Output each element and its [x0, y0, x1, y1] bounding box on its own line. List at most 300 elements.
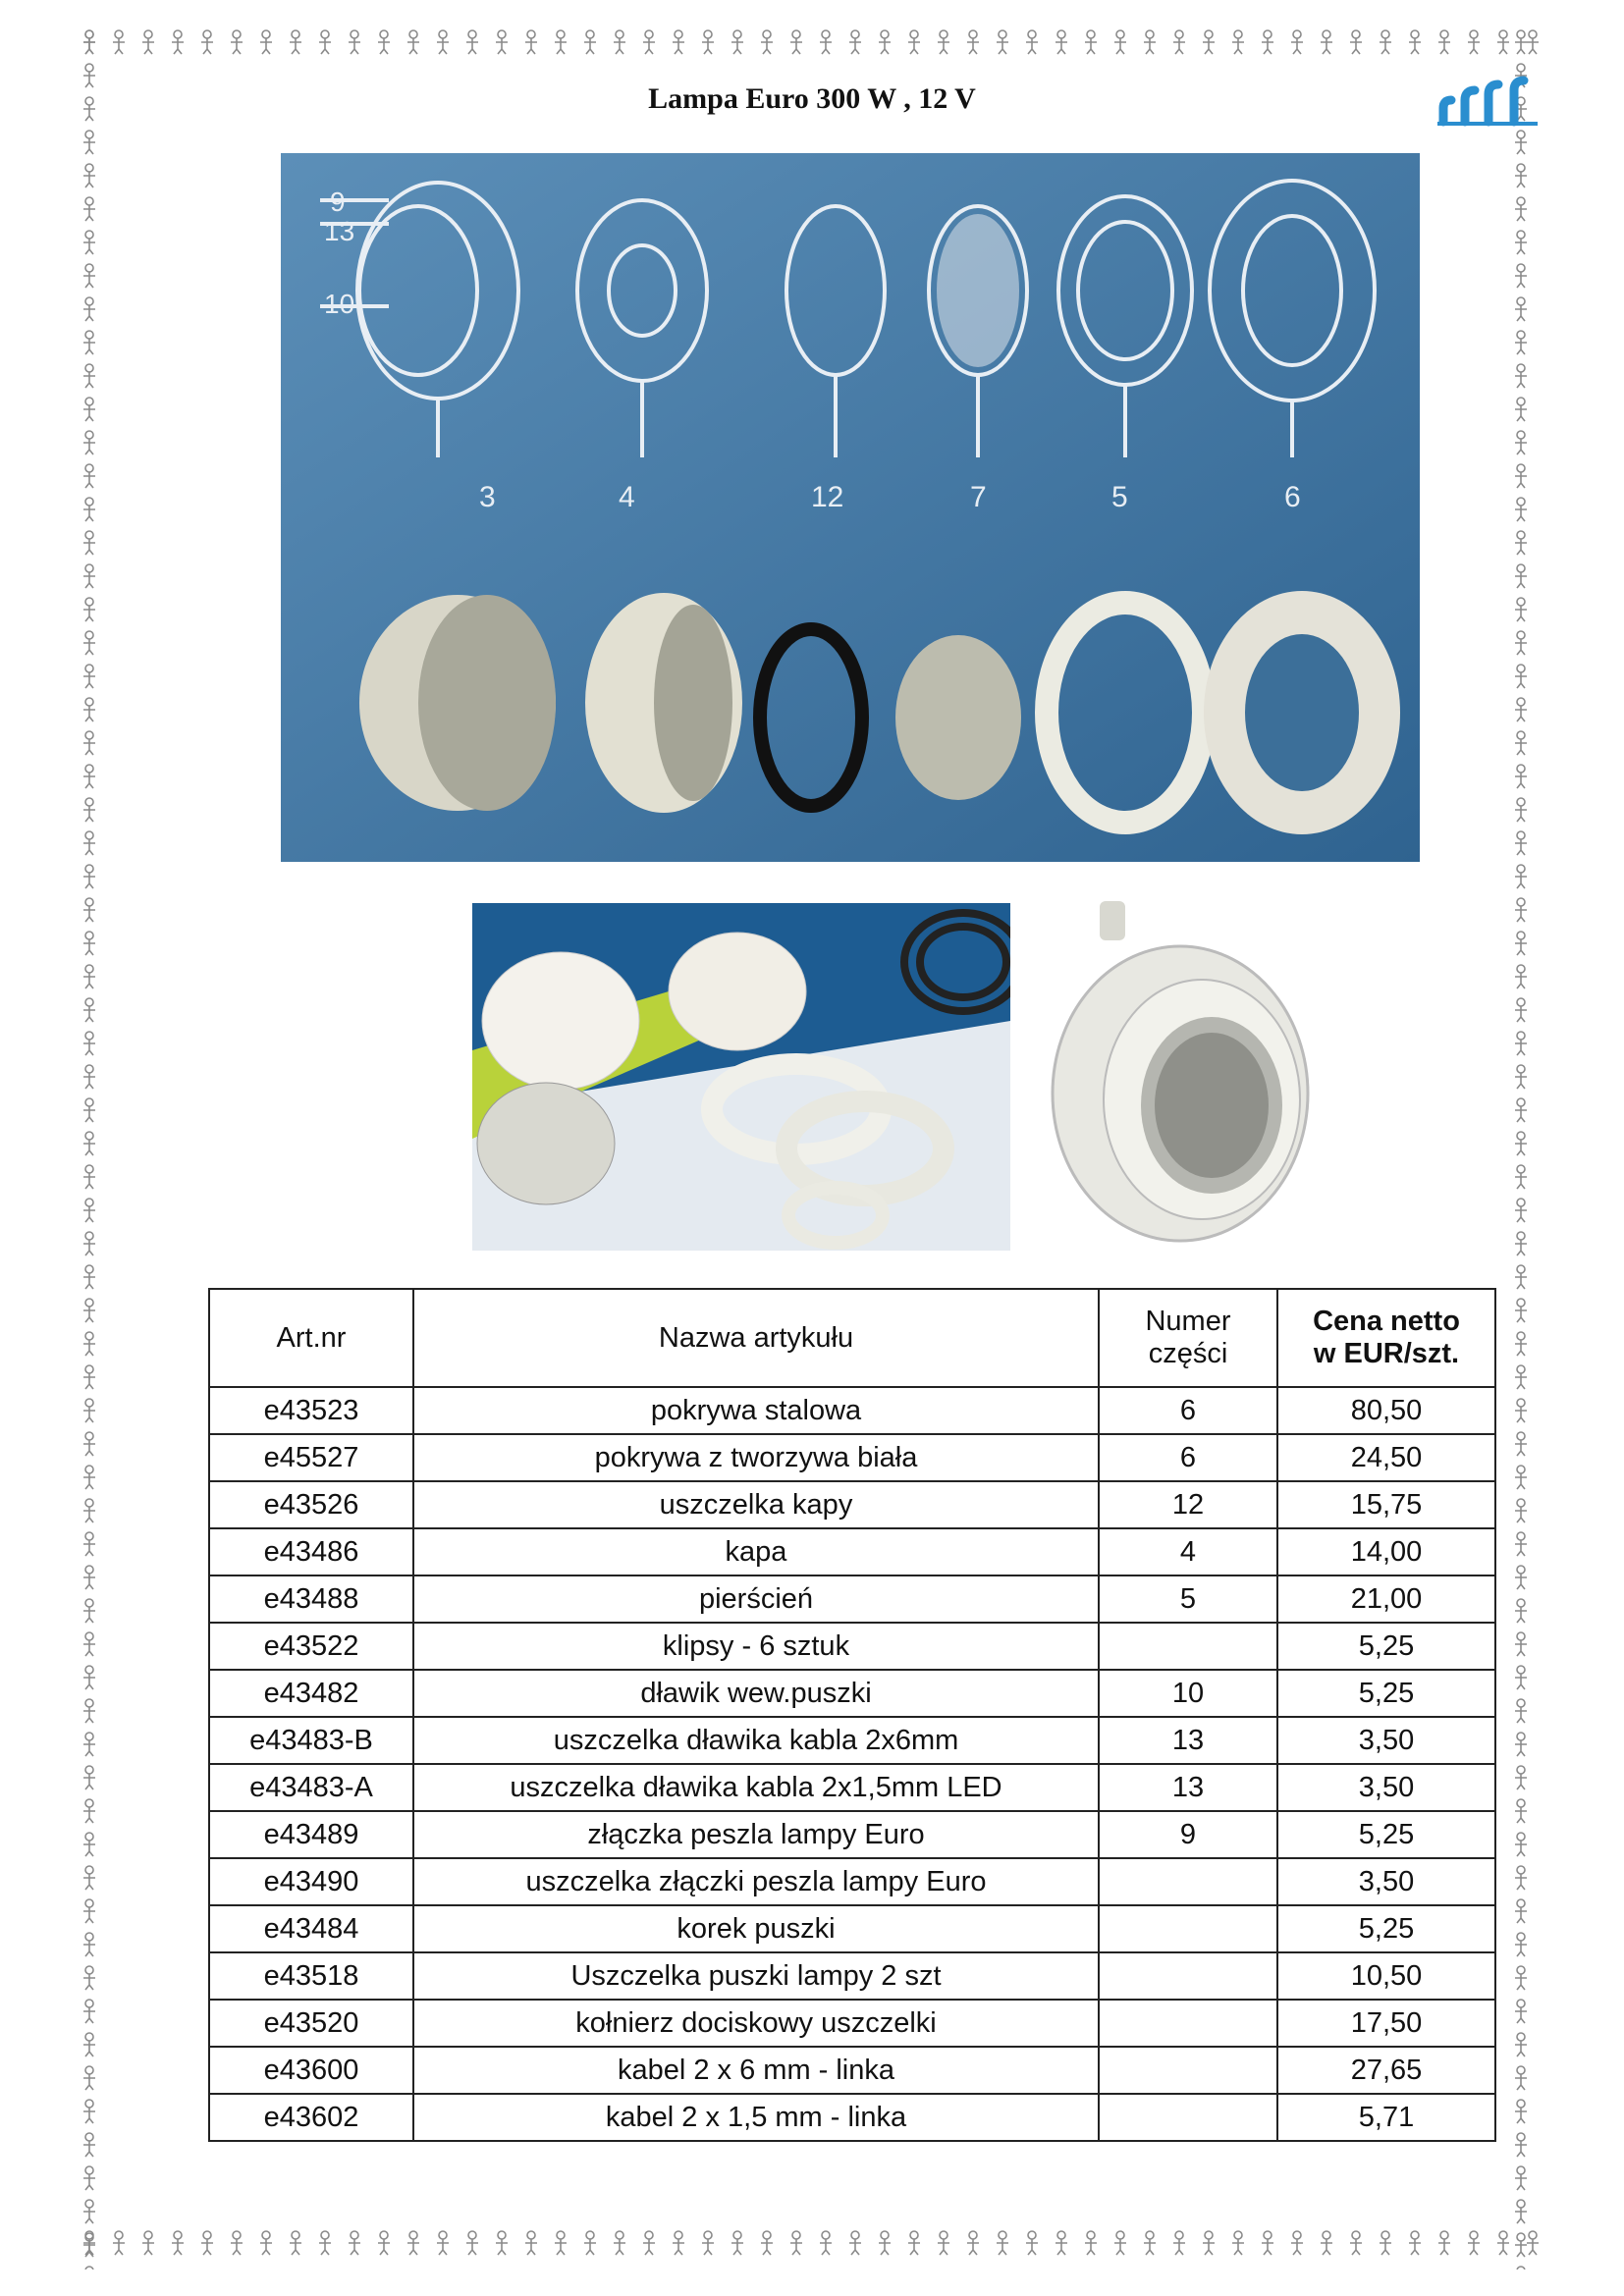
border-ornament-icon — [1508, 2197, 1534, 2226]
cell-num — [1099, 1952, 1277, 2000]
border-ornament-icon — [77, 762, 102, 791]
border-ornament-icon — [1508, 1129, 1534, 1158]
border-ornament-icon — [489, 2228, 514, 2258]
border-ornament-icon — [1508, 695, 1534, 724]
assembled-lamp-photo — [1023, 897, 1314, 1251]
diagram-label-7: 7 — [970, 481, 987, 513]
table-row — [209, 1764, 1495, 1811]
border-ornament-icon — [1508, 461, 1534, 491]
table-row — [209, 1481, 1495, 1528]
cell-num — [1099, 2000, 1277, 2047]
border-ornament-icon — [1108, 27, 1133, 57]
table-row — [209, 1575, 1495, 1623]
cell-price: 5,25 — [1277, 1623, 1495, 1670]
cell-num: 5 — [1099, 1575, 1277, 1623]
border-ornament-icon — [1284, 27, 1310, 57]
border-bottom — [77, 2228, 1549, 2269]
table-row — [209, 1811, 1495, 1858]
cell-num: 10 — [1099, 1670, 1277, 1717]
border-ornament-icon — [77, 161, 102, 190]
cell-price: 5,25 — [1277, 1905, 1495, 1952]
diagram-label-3: 3 — [479, 481, 496, 513]
border-ornament-icon — [1508, 2030, 1534, 2059]
border-ornament-icon — [77, 962, 102, 991]
border-ornament-icon — [194, 27, 220, 57]
cell-name: kabel 2 x 6 mm - linka — [413, 2047, 1099, 2094]
border-ornament-icon — [1508, 1896, 1534, 1926]
table-row — [209, 1858, 1495, 1905]
border-ornament-icon — [312, 2228, 338, 2258]
border-ornament-icon — [1196, 27, 1221, 57]
border-ornament-icon — [990, 2228, 1015, 2258]
border-ornament-icon — [1314, 2228, 1339, 2258]
cell-art: e43526 — [209, 1481, 413, 1528]
border-ornament-icon — [577, 2228, 603, 2258]
border-ornament-icon — [77, 1496, 102, 1525]
border-ornament-icon — [77, 2097, 102, 2126]
border-ornament-icon — [1019, 2228, 1045, 2258]
table-row — [209, 1905, 1495, 1952]
border-ornament-icon — [1508, 2097, 1534, 2126]
border-ornament-icon — [77, 194, 102, 224]
diagram-label-12: 12 — [811, 481, 844, 513]
border-ornament-icon — [1508, 2130, 1534, 2160]
border-ornament-icon — [784, 27, 809, 57]
border-ornament-icon — [77, 995, 102, 1025]
border-ornament-icon — [1508, 261, 1534, 291]
border-ornament-icon — [312, 27, 338, 57]
border-ornament-icon — [1508, 1329, 1534, 1359]
border-ornament-icon — [283, 2228, 308, 2258]
border-ornament-icon — [77, 1162, 102, 1192]
border-ornament-icon — [77, 2264, 102, 2269]
border-ornament-icon — [1019, 27, 1045, 57]
border-ornament-icon — [224, 2228, 249, 2258]
cell-price: 3,50 — [1277, 1858, 1495, 1905]
border-ornament-icon — [77, 294, 102, 324]
border-ornament-icon — [1508, 1930, 1534, 1959]
border-ornament-icon — [1508, 595, 1534, 624]
border-ornament-icon — [77, 1362, 102, 1392]
cell-price: 27,65 — [1277, 2047, 1495, 2094]
border-ornament-icon — [77, 1596, 102, 1626]
border-ornament-icon — [1314, 27, 1339, 57]
header-art-nr: Art.nr — [209, 1289, 413, 1387]
border-ornament-icon — [77, 628, 102, 658]
border-ornament-icon — [1508, 1262, 1534, 1292]
cell-price: 80,50 — [1277, 1387, 1495, 1434]
border-ornament-icon — [695, 2228, 721, 2258]
border-ornament-icon — [283, 27, 308, 57]
border-ornament-icon — [1508, 895, 1534, 925]
border-ornament-icon — [1432, 27, 1457, 57]
cell-art: e43490 — [209, 1858, 413, 1905]
border-ornament-icon — [754, 27, 780, 57]
cell-num: 12 — [1099, 1481, 1277, 1528]
border-ornament-icon — [1508, 1763, 1534, 1792]
cell-num — [1099, 1905, 1277, 1952]
border-ornament-icon — [518, 27, 544, 57]
border-ornament-icon — [1508, 228, 1534, 257]
border-ornament-icon — [77, 1563, 102, 1592]
border-ornament-icon — [430, 2228, 456, 2258]
border-ornament-icon — [489, 27, 514, 57]
border-ornament-icon — [77, 27, 102, 57]
table-row — [209, 1623, 1495, 1670]
cell-art: e43520 — [209, 2000, 413, 2047]
diagram-label-13: 13 — [324, 216, 355, 246]
table-row — [209, 2094, 1495, 2141]
border-ornament-icon — [77, 2197, 102, 2226]
border-ornament-icon — [77, 1763, 102, 1792]
cell-num: 9 — [1099, 1811, 1277, 1858]
border-ornament-icon — [931, 27, 956, 57]
border-ornament-icon — [1508, 1029, 1534, 1058]
border-ornament-icon — [1432, 2228, 1457, 2258]
border-ornament-icon — [77, 1296, 102, 1325]
table-header-row — [209, 1289, 1495, 1387]
cell-num: 4 — [1099, 1528, 1277, 1575]
parts-kit-photo — [472, 903, 1010, 1251]
border-ornament-icon — [784, 2228, 809, 2258]
border-ornament-icon — [77, 1863, 102, 1893]
border-ornament-icon — [1508, 762, 1534, 791]
border-ornament-icon — [1225, 2228, 1251, 2258]
cell-name: pokrywa z tworzywa biała — [413, 1434, 1099, 1481]
border-ornament-icon — [990, 27, 1015, 57]
cell-art: e45527 — [209, 1434, 413, 1481]
border-ornament-icon — [371, 2228, 397, 2258]
border-ornament-icon — [77, 1429, 102, 1459]
border-ornament-icon — [1255, 2228, 1280, 2258]
header-net-price-line2: w EUR/szt. — [1313, 1338, 1460, 1369]
border-ornament-icon — [1508, 2230, 1534, 2260]
border-ornament-icon — [1508, 962, 1534, 991]
border-ornament-icon — [1508, 1863, 1534, 1893]
border-ornament-icon — [518, 2228, 544, 2258]
border-ornament-icon — [1049, 27, 1074, 57]
border-right — [1508, 27, 1549, 2269]
border-ornament-icon — [577, 27, 603, 57]
border-ornament-icon — [1508, 628, 1534, 658]
cell-num — [1099, 1623, 1277, 1670]
cell-price: 21,00 — [1277, 1575, 1495, 1623]
border-ornament-icon — [77, 1963, 102, 1993]
border-ornament-icon — [1508, 1296, 1534, 1325]
cell-num: 6 — [1099, 1434, 1277, 1481]
cell-price: 10,50 — [1277, 1952, 1495, 2000]
border-ornament-icon — [401, 27, 426, 57]
border-ornament-icon — [1508, 128, 1534, 157]
border-ornament-icon — [666, 2228, 691, 2258]
cell-art: e43600 — [209, 2047, 413, 2094]
diagram-label-4: 4 — [619, 481, 635, 513]
border-ornament-icon — [1461, 2228, 1487, 2258]
border-ornament-icon — [548, 27, 573, 57]
border-ornament-icon — [1508, 929, 1534, 958]
border-ornament-icon — [1108, 2228, 1133, 2258]
border-ornament-icon — [725, 2228, 750, 2258]
border-ornament-icon — [430, 27, 456, 57]
cell-num: 13 — [1099, 1764, 1277, 1811]
cell-art: e43483-A — [209, 1764, 413, 1811]
border-ornament-icon — [77, 828, 102, 858]
border-ornament-icon — [165, 27, 190, 57]
border-ornament-icon — [695, 27, 721, 57]
border-ornament-icon — [607, 27, 632, 57]
diagram-label-6: 6 — [1284, 481, 1301, 513]
cell-name: Uszczelka puszki lampy 2 szt — [413, 1952, 1099, 2000]
cell-price: 24,50 — [1277, 1434, 1495, 1481]
cell-art: e43518 — [209, 1952, 413, 2000]
border-ornament-icon — [77, 1229, 102, 1258]
border-ornament-icon — [1508, 2264, 1534, 2269]
border-ornament-icon — [1508, 1529, 1534, 1559]
border-ornament-icon — [1508, 1362, 1534, 1392]
cell-name: kapa — [413, 1528, 1099, 1575]
cell-art: e43482 — [209, 1670, 413, 1717]
parts-price-table — [208, 1288, 1496, 2142]
border-ornament-icon — [842, 27, 868, 57]
company-logo — [1434, 71, 1542, 130]
border-ornament-icon — [1373, 2228, 1398, 2258]
border-ornament-icon — [401, 2228, 426, 2258]
border-ornament-icon — [1508, 1095, 1534, 1125]
border-ornament-icon — [1508, 1963, 1534, 1993]
border-ornament-icon — [1508, 2063, 1534, 2093]
exploded-view-photo — [281, 153, 1420, 862]
border-ornament-icon — [1508, 561, 1534, 591]
border-ornament-icon — [636, 27, 662, 57]
border-ornament-icon — [77, 929, 102, 958]
cell-art: e43483-B — [209, 1717, 413, 1764]
cell-art: e43523 — [209, 1387, 413, 1434]
table-row — [209, 1670, 1495, 1717]
diagram-label-9: 9 — [330, 187, 346, 217]
border-ornament-icon — [1166, 27, 1192, 57]
border-ornament-icon — [1508, 161, 1534, 190]
cell-art: e43486 — [209, 1528, 413, 1575]
border-ornament-icon — [1137, 2228, 1163, 2258]
border-ornament-icon — [77, 1730, 102, 1759]
border-ornament-icon — [1508, 862, 1534, 891]
border-ornament-icon — [77, 1629, 102, 1659]
border-ornament-icon — [77, 1129, 102, 1158]
border-ornament-icon — [165, 2228, 190, 2258]
cell-num — [1099, 2094, 1277, 2141]
cell-num: 6 — [1099, 1387, 1277, 1434]
border-ornament-icon — [77, 2163, 102, 2193]
header-part-number-line2: części — [1148, 1338, 1228, 1369]
border-ornament-icon — [77, 428, 102, 457]
border-ornament-icon — [1508, 1830, 1534, 1859]
border-ornament-icon — [77, 395, 102, 424]
border-ornament-icon — [548, 2228, 573, 2258]
cell-price: 3,50 — [1277, 1717, 1495, 1764]
border-ornament-icon — [1508, 1663, 1534, 1692]
border-ornament-icon — [1166, 2228, 1192, 2258]
border-ornament-icon — [1508, 1596, 1534, 1626]
border-ornament-icon — [1137, 27, 1163, 57]
border-ornament-icon — [1508, 1696, 1534, 1726]
border-ornament-icon — [1508, 1629, 1534, 1659]
header-article-name: Nazwa artykułu — [413, 1289, 1099, 1387]
cell-price: 15,75 — [1277, 1481, 1495, 1528]
border-ornament-icon — [1508, 662, 1534, 691]
border-ornament-icon — [460, 27, 485, 57]
border-ornament-icon — [135, 27, 161, 57]
header-net-price-line1: Cena netto — [1313, 1306, 1460, 1337]
border-ornament-icon — [1508, 728, 1534, 758]
border-ornament-icon — [960, 27, 986, 57]
border-ornament-icon — [754, 2228, 780, 2258]
border-ornament-icon — [901, 27, 927, 57]
border-ornament-icon — [1508, 2163, 1534, 2193]
border-ornament-icon — [77, 461, 102, 491]
border-ornament-icon — [1508, 1730, 1534, 1759]
border-ornament-icon — [1508, 828, 1534, 858]
page-title: Lampa Euro 300 W , 12 V — [648, 82, 976, 115]
border-ornament-icon — [1508, 1229, 1534, 1258]
cell-name: uszczelka dławika kabla 2x6mm — [413, 1717, 1099, 1764]
table-row — [209, 1952, 1495, 2000]
border-ornament-icon — [872, 2228, 897, 2258]
border-ornament-icon — [77, 1663, 102, 1692]
border-ornament-icon — [1402, 2228, 1428, 2258]
border-top — [77, 27, 1549, 69]
cell-name: uszczelka dławika kabla 2x1,5mm LED — [413, 1764, 1099, 1811]
border-ornament-icon — [77, 261, 102, 291]
border-ornament-icon — [77, 495, 102, 524]
border-ornament-icon — [1508, 361, 1534, 391]
border-ornament-icon — [371, 27, 397, 57]
table-row — [209, 2000, 1495, 2047]
cell-name: klipsy - 6 sztuk — [413, 1623, 1099, 1670]
border-ornament-icon — [77, 1396, 102, 1425]
border-ornament-icon — [135, 2228, 161, 2258]
border-ornament-icon — [77, 1463, 102, 1492]
border-ornament-icon — [1508, 194, 1534, 224]
border-ornament-icon — [1508, 495, 1534, 524]
diagram-label-5: 5 — [1111, 481, 1128, 513]
border-ornament-icon — [1508, 294, 1534, 324]
border-ornament-icon — [1508, 27, 1534, 57]
border-ornament-icon — [77, 228, 102, 257]
border-ornament-icon — [224, 27, 249, 57]
border-ornament-icon — [1373, 27, 1398, 57]
border-ornament-icon — [77, 1896, 102, 1926]
border-ornament-icon — [77, 1095, 102, 1125]
border-ornament-icon — [77, 1029, 102, 1058]
border-ornament-icon — [1508, 1162, 1534, 1192]
cell-price: 5,71 — [1277, 2094, 1495, 2141]
cell-name: pierścień — [413, 1575, 1099, 1623]
cell-name: kołnierz dociskowy uszczelki — [413, 2000, 1099, 2047]
border-ornament-icon — [1508, 1796, 1534, 1826]
border-ornament-icon — [1049, 2228, 1074, 2258]
border-ornament-icon — [636, 2228, 662, 2258]
cell-num — [1099, 1858, 1277, 1905]
table-row — [209, 1387, 1495, 1434]
border-ornament-icon — [1078, 27, 1104, 57]
cell-name: uszczelka złączki peszla lampy Euro — [413, 1858, 1099, 1905]
border-ornament-icon — [1343, 2228, 1369, 2258]
border-ornament-icon — [1508, 395, 1534, 424]
border-ornament-icon — [1508, 995, 1534, 1025]
border-ornament-icon — [842, 2228, 868, 2258]
border-ornament-icon — [77, 695, 102, 724]
border-ornament-icon — [1284, 2228, 1310, 2258]
border-ornament-icon — [1508, 1997, 1534, 2026]
border-ornament-icon — [77, 128, 102, 157]
border-ornament-icon — [77, 1196, 102, 1225]
border-ornament-icon — [666, 27, 691, 57]
border-ornament-icon — [77, 1062, 102, 1092]
border-ornament-icon — [77, 2030, 102, 2059]
border-left — [77, 27, 118, 2269]
border-ornament-icon — [77, 862, 102, 891]
cell-price: 3,50 — [1277, 1764, 1495, 1811]
table-row — [209, 1528, 1495, 1575]
border-ornament-icon — [77, 328, 102, 357]
border-ornament-icon — [1508, 1196, 1534, 1225]
cell-name: kabel 2 x 1,5 mm - linka — [413, 2094, 1099, 2141]
border-ornament-icon — [342, 2228, 367, 2258]
cell-num: 13 — [1099, 1717, 1277, 1764]
border-ornament-icon — [607, 2228, 632, 2258]
border-ornament-icon — [77, 662, 102, 691]
header-part-number — [1099, 1289, 1277, 1387]
border-ornament-icon — [1196, 2228, 1221, 2258]
border-ornament-icon — [77, 1796, 102, 1826]
border-ornament-icon — [77, 595, 102, 624]
header-part-number-line1: Numer — [1145, 1306, 1231, 1337]
cell-name: korek puszki — [413, 1905, 1099, 1952]
border-ornament-icon — [960, 2228, 986, 2258]
border-ornament-icon — [1508, 1396, 1534, 1425]
table-row — [209, 2047, 1495, 2094]
border-ornament-icon — [931, 2228, 956, 2258]
border-ornament-icon — [77, 361, 102, 391]
border-ornament-icon — [813, 2228, 839, 2258]
border-ornament-icon — [460, 2228, 485, 2258]
border-ornament-icon — [77, 2130, 102, 2160]
border-ornament-icon — [77, 528, 102, 558]
cell-art: e43489 — [209, 1811, 413, 1858]
border-ornament-icon — [1508, 795, 1534, 825]
table-row — [209, 1434, 1495, 1481]
border-ornament-icon — [77, 1262, 102, 1292]
cell-price: 5,25 — [1277, 1811, 1495, 1858]
border-ornament-icon — [1508, 1563, 1534, 1592]
border-ornament-icon — [77, 895, 102, 925]
border-ornament-icon — [813, 27, 839, 57]
table-row — [209, 1717, 1495, 1764]
border-ornament-icon — [1508, 428, 1534, 457]
border-ornament-icon — [901, 2228, 927, 2258]
border-ornament-icon — [77, 2063, 102, 2093]
border-ornament-icon — [253, 27, 279, 57]
border-ornament-icon — [77, 1997, 102, 2026]
border-ornament-icon — [1508, 1463, 1534, 1492]
cell-num — [1099, 2047, 1277, 2094]
border-ornament-icon — [194, 2228, 220, 2258]
border-ornament-icon — [77, 1830, 102, 1859]
border-ornament-icon — [1508, 528, 1534, 558]
diagram-label-10: 10 — [324, 289, 355, 319]
cell-art: e43602 — [209, 2094, 413, 2141]
border-ornament-icon — [77, 1930, 102, 1959]
